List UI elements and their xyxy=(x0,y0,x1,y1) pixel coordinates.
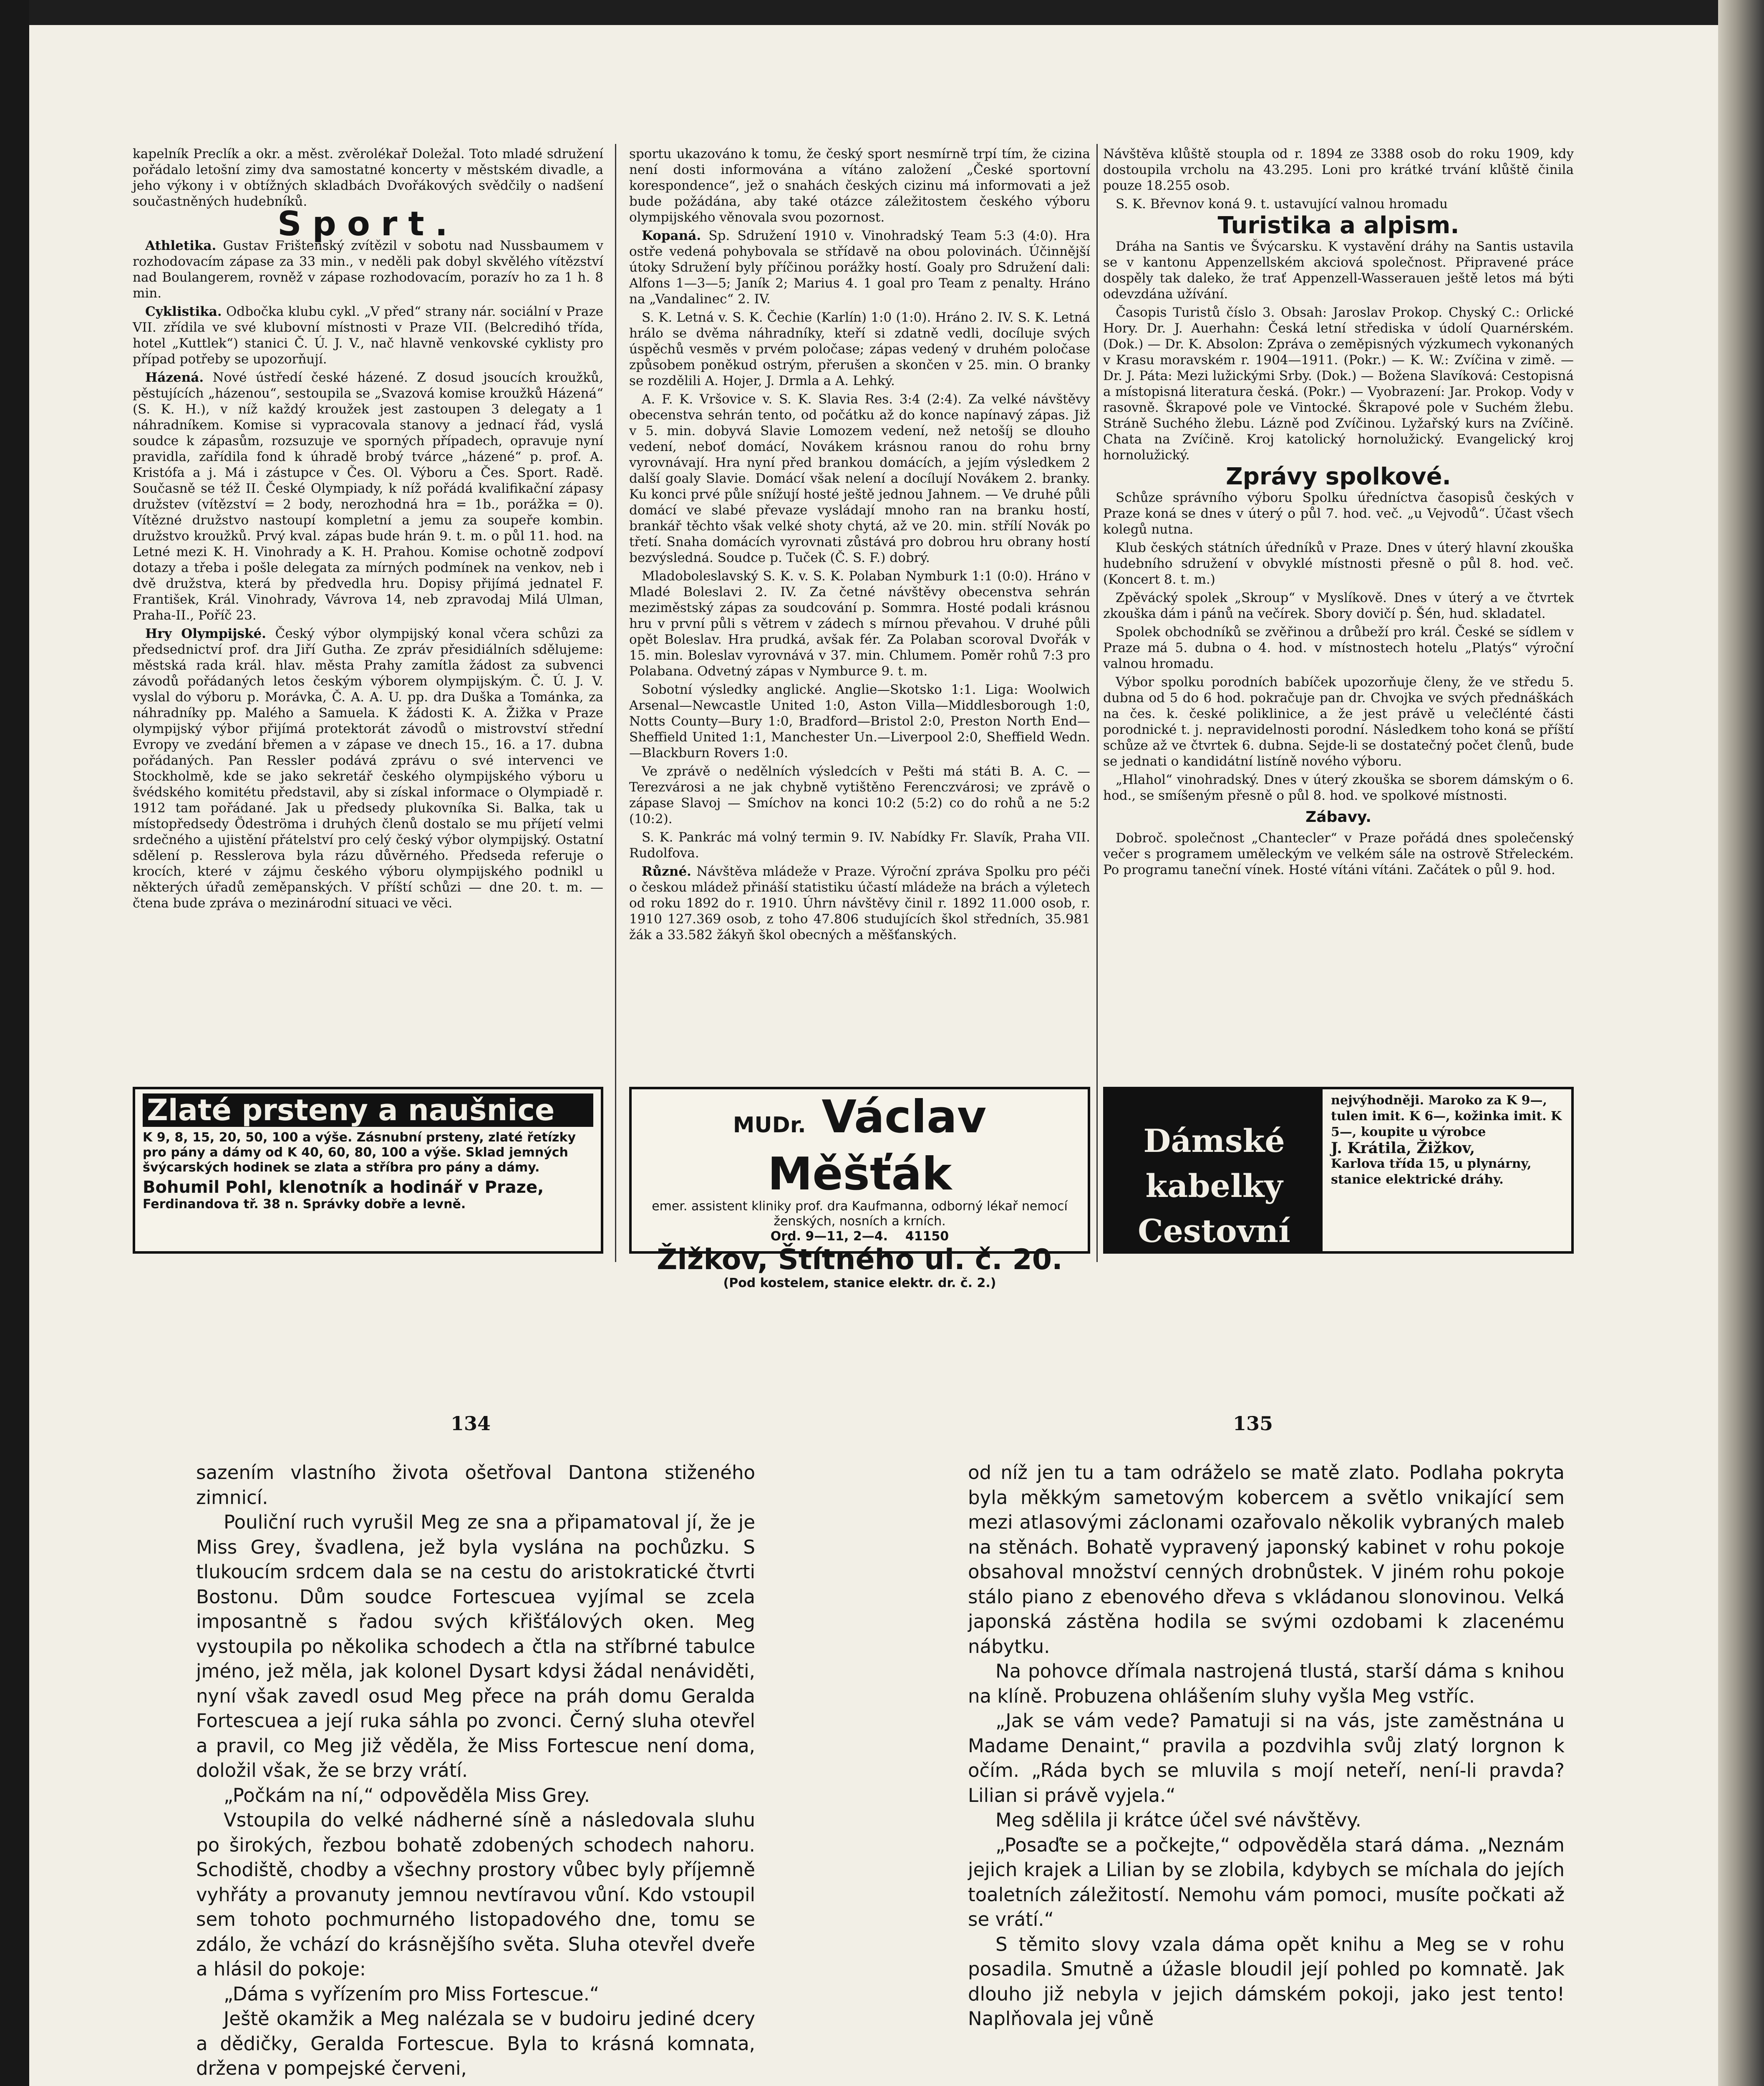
paragraph: Dobroč. společnost „Chantecler“ v Praze pořádá dnes společenský večer s programem uměleckým ve velkém sále na ostrově Střeleckém. Po programu taneční vínek. Hosté vítáni vítáni. Začátek o půl 9. hod. xyxy=(1103,831,1574,877)
page-number-right: 135 xyxy=(1233,1412,1273,1435)
rubric-label: Cyklistika. xyxy=(145,304,222,319)
book-paragraph: Na pohovce dřímala nastrojená tlustá, starší dáma s knihou na klíně. Probuzena ohlášením sluhy vyšla Meg vstříc. xyxy=(968,1660,1565,1707)
paragraph: Sobotní výsledky anglické. Anglie—Skotsko 1:1. Liga: Woolwich Arsenal—Newcastle United 1:0, Aston Villa—Middlesborough 1:0, Notts County—Bury 1:0, Bradford—Bristol 2:0, Preston North End—Sheffield United 1:1, Manchester Un.—Liverpool 2:0, Sheffield Wedn.—Blackburn Rovers 1:0. xyxy=(629,682,1090,761)
paragraph: S. K. Pankrác má volný termin 9. IV. Nabídky Fr. Slavík, Praha VII. Rudolfova. xyxy=(629,830,1090,861)
paragraph: Dráha na Santis ve Švýcarsku. K vystavění dráhy na Santis ustavila se v kantonu Appenzellském akciová společnost. Připravené práce dospěly tak daleko, že trať Appenzell-Wasserauen ještě letos má býti odevzdána užívání. xyxy=(1103,239,1574,302)
scan-border-left xyxy=(0,0,29,2086)
ad-hours xyxy=(638,1229,1081,1244)
advertisement-doctor xyxy=(629,1087,1090,1290)
ad-address: Karlova třída 15, u plynárny, stanice elektrické dráhy. xyxy=(1331,1156,1532,1187)
ad-title-block xyxy=(1106,1089,1323,1295)
paragraph: „Hlahol“ vinohradský. Dnes v úterý zkouška se sborem dámským o 6. hod., se smíšeným přesně o půl 8. hod. ve spolkové místnosti. xyxy=(1103,772,1574,803)
book-paragraph: sazením vlastního života ošetřoval Dantona stiženého zimnicí. xyxy=(196,1461,755,1509)
paragraph-athletics xyxy=(133,238,603,301)
news-column-3 xyxy=(1103,146,1574,880)
paragraph: kapelník Preclík a okr. a měst. zvěrolékař Doležal. Toto mladé sdružení pořádalo letošní zimy dva samostatné koncerty v městském divadle, a jeho výkony i v obtížných skladbách Dvořákových svědčily o nadšení součastněných hudebníků. xyxy=(133,146,603,209)
paragraph: Mladoboleslavský S. K. v. S. K. Polaban Nymburk 1:1 (0:0). Hráno v Mladé Boleslavi 2. IV. Za četné návštěvy obecenstva sehrán meziměstský zápas za soudcování p. Sommra. Hosté podali krásnou hru v první půli s větrem v zádech s mírnou převahou. V druhé půli opět Boleslav. Hra prudká, avšak fér. Za Polaban scoroval Dvořák v 15. min. Boleslav vyrovnává v 37. min. Chlumem. Poměr rohů 7:3 pro Polabana. Odvetný zápas v Nymburce 9. t. m. xyxy=(629,569,1090,679)
paragraph: Spolek obchodníků se zvěřinou a drůbeží pro král. České se sídlem v Praze má 5. dubna o 4. hod. v místnostech hotelu „Platýs“ výroční valnou hromadu. xyxy=(1103,625,1574,671)
paragraph-text: Odbočka klubu cykl. „V před“ strany nár. sociální v Praze VII. zřídila ve své klubovní místnosti v Praze VII. (Belcredihó třída, hotel „Kuttlek“) stanici Č. Ú. J. V., nač hlavně venkovské cyklisty pro případ potřeby se upozorňují. xyxy=(133,304,603,367)
paragraph: sportu ukazováno k tomu, že český sport nesmírně trpí tím, že cizina není dosti informována a vítáno založení „České sportovní korespondence“, jež o snahách českých cizinu má informovati a jež bude požádána, aby také otázce záležitostem českého výboru olympijského věnovala svou pozornost. xyxy=(629,146,1090,225)
ad-title-2: Cestovní brašny xyxy=(1138,1212,1290,1295)
book-paragraph: od níž jen tu a tam odráželo se matě zlato. Podlaha pokryta byla měkkým sametovým kobercem a světlo vnikající sem mezi atlasovými záclonami ozařovalo několik vybraných maleb na stěnách. Bohatě vypravený japonský kabinet v rohu pokoje obsahoval množství cenných drobnůstek. V jiném rohu pokoje stálo piano z ebenového dřeva s vkládanou slonovinou. Velká japonská zástěna hodila se svými ozdobami k zlacenému nábytku. xyxy=(968,1461,1565,1658)
advertisement-handbags xyxy=(1103,1087,1574,1295)
scan-border-right xyxy=(1718,0,1764,2086)
paragraph: Návštěva klůště stoupla od r. 1894 ze 3388 osob do roku 1909, kdy dostoupila vrcholu na 43.295. Loni pro krátké trvání klůště činila pouze 18.255 osob. xyxy=(1103,146,1574,193)
paragraph-text: Český výbor olympijský konal včera schůzi za předsednictví prof. dra Jiří Gutha. Ze zpráv přesidiálních sdělujeme: městská rada král. hlav. města Prahy zamítla žádost za subvenci závodů pořádaných letos českým výborem olympijským. Č. Ú. J. V. vyslal do výboru p. Morávka, Č. A. A. U. pp. dra Duška a Tománka, za náhradníky pp. Malého a Samuela. K žádosti K. A. Žižka v Praze olympijský výbor přijímá protektorát závodů o mistrovství střední Evropy ve zvedání břemen a v zápase ve dnech 15., 16. a 17. dubna pořádaných. Pan Ressler podává zprávu o své intervenci ve Stockholmě, kde se jako sekretář českého olympijského výboru u švédského komitétu představil, aby si získal informace o Olympiadě r. 1912 tam pořádané. Jak u předsedy plukovníka Si. Balka, tak u místopředsedy Ödeströma i druhých členů dostalo se mu příjetí velmi srdečného a ujistění přátelství pro celý český výbor olympijský. Ostatní sdělení p. Resslerova byla rázu důvěrného. Předseda referuje o krocích, které v zájmu českého výboru olympijského podnikl u některých úřadů zeměpanských. V příští schůzi — dne 20. t. m. — čtena bude zpráva o mezinárodní situaci ve věci. xyxy=(133,626,603,911)
rubric-label: Různé. xyxy=(642,864,691,879)
section-heading-entertainment: Zábavy. xyxy=(1305,809,1371,826)
book-paragraph: „Dáma s vyřízením pro Miss Fortescue.“ xyxy=(224,1983,600,2005)
advertisement-jewellery xyxy=(133,1087,603,1254)
ad-number: 41150 xyxy=(905,1229,949,1244)
rubric-label: Athletika. xyxy=(145,238,217,253)
section-heading-tourism: Turistika a alpism. xyxy=(1217,212,1459,239)
news-column-2 xyxy=(629,146,1090,945)
paragraph-misc xyxy=(629,864,1090,943)
ad-firm: Bohumil Pohl, klenotník a hodinář v Praze, xyxy=(143,1178,544,1197)
ad-title: Dámské kabelky xyxy=(1143,1122,1285,1204)
paragraph-text: Návštěva mládeže v Praze. Výroční zpráva Spolku pro péči o českou mládež přináší statistiku účastí mládeže na brách a výletech od roku 1892 do r. 1910. Úhrn návštěvy činil r. 1892 11.000 osob, r. 1910 127.369 osob, z toho 47.806 studujících škol středních, 35.981 žák a 33.582 žákyň škol obecných a měšťanských. xyxy=(629,864,1090,942)
page-number-left: 134 xyxy=(451,1412,491,1435)
paragraph: S. K. Letná v. S. K. Čechie (Karlín) 1:0 (1:0). Hráno 2. IV. S. K. Letná hrálo se dvěma náhradníky, kteří si zdatně vedli, docíluje svých úspěchů vesměs v prvém poločase; zápas vedený v druhém poločase způsobem poněkud ostrým, přerušen a skončen v 25. min. O branky se rozdělili A. Hojer, J. Drmla a A. Lehký. xyxy=(629,310,1090,388)
paragraph-olympic xyxy=(133,626,603,911)
paragraph: Klub českých státních úředníků v Praze. Dnes v úterý hlavní zkouška hudebního sdružení v obvyklé místnosti přesně o půl 8. hod. več. (Koncert 8. t. m.) xyxy=(1103,540,1574,587)
paragraph: S. K. Břevnov koná 9. t. ustavující valnou hromadu xyxy=(1116,197,1448,212)
ad-title xyxy=(638,1093,1081,1199)
ad-title-name: Václav Měšťák xyxy=(767,1091,987,1200)
paragraph: Schůze správního výboru Spolku úředníctva časopisů českých v Praze koná se dnes v úterý o půl 7. hod. več. „u Vejvodů“. Účast všech kolegů nutna. xyxy=(1103,490,1574,537)
paragraph: A. F. K. Vršovice v. S. K. Slavia Res. 3:4 (2:4). Za velké návštěvy obecenstva sehrán tento, od počátku až do konce napínavý zápas. Již v 5. min. dobyvá Slavie Lomozem vedení, než netošíj se dlouho vedení, neboť domácí, Novákem krásnou ranou do rohu brny vyrovnávají. Hra nyní před brankou domácích, a jejím výsledkem 2 další goaly Slavie. Domácí však nelení a docílují Novákem 2. branky. Ku konci prvé půle snížují hosté ještě jednou Jahnem. — Ve druhé půli domácí ve slabé převaze vysládají mnoho ran na branku hostí, brankář těchto však velké shoty chytá, až ve 20. min. střílí Novák po třetí. Snaha domácích vyrovnati zůstává pro dobrou hru obrany hostí bezvýsledná. Soudce p. Tuček (Č. S. F.) dobrý. xyxy=(629,392,1090,565)
paragraph-cycling xyxy=(133,304,603,367)
rubric-label: Kopaná. xyxy=(642,228,701,243)
book-paragraph: „Počkám na ní,“ odpověděla Miss Grey. xyxy=(224,1784,590,1806)
ad-text: nejvýhodněji. Maroko za K 9—, tulen imit. K 6—, kožinka imit. K 5—, koupite u výrobce xyxy=(1331,1093,1562,1139)
ad-address: Ferdinandova tř. 38 n. Správky dobře a levně. xyxy=(143,1197,466,1212)
ad-note: (Pod kostelem, stanice elektr. dr. č. 2.) xyxy=(723,1276,996,1290)
ad-firm: J. Krátila, Žižkov, xyxy=(1331,1139,1475,1157)
scan-border-top xyxy=(0,0,1764,25)
rubric-label: Házená. xyxy=(145,370,204,385)
paragraph-hazena xyxy=(133,370,603,623)
news-column-1 xyxy=(133,146,603,914)
ad-text: K 9, 8, 15, 20, 50, 100 a výše. Zásnubní prsteny, zlaté řetízky pro pány a dámy od K 40, 60, 80, 100 a výše. Sklad jemných švýcarských hodinek se zlata a stříbra pro pány a dámy. xyxy=(143,1130,576,1175)
rubric-label: Hry Olympijské. xyxy=(145,626,266,641)
section-heading-club-news: Zprávy spolkové. xyxy=(1226,463,1451,490)
paragraph: Zpěvácký spolek „Skroup“ v Myslíkově. Dnes v úterý a ve čtvrtek zkouška dám i pánů na večírek. Sbory dovičí p. Šén, hud. skladatel. xyxy=(1103,590,1574,621)
book-page-left xyxy=(196,1460,755,2081)
ad-text: emer. assistent kliniky prof. dra Kaufmanna, odborný lékař nemocí ženských, nosních a krních. xyxy=(652,1199,1068,1229)
book-paragraph: Vstoupila do velké nádherné síně a následovala sluhu po širokých, řezbou bohatě zdobených schodech nahoru. Schodiště, chodby a všechny prostory vůbec byly příjemně vyhřáty a provanuty jemnou nevtíravou vůní. Kdo vstoupil sem tohoto pochmurného listopadového dne, tomu se zdálo, že vchází do krásnějšího světa. Sluha otevřel dveře a hlásil do pokoje: xyxy=(196,1809,755,1980)
ad-title-prefix: MUDr. xyxy=(733,1113,806,1138)
book-paragraph: S těmito slovy vzala dáma opět knihu a Meg se v rohu posadila. Smutně a úžasle bloudil její pohled po komnatě. Jak dlouho již nebyla v jejich dámském pokoji, jako jest tento! Naplňovala jej vůně xyxy=(968,1933,1565,2030)
paragraph-text: Sp. Sdružení 1910 v. Vinohradský Team 5:3 (4:0). Hra ostře vedená pohybovala se střídavě na obou polovinách. Účinnější útoky Sdružení byly příčinou porážky hostí. Goaly pro Sdružení dali: Alfons 1—3—5; Janík 2; Marius 4. 1 goal pro Team z penalty. Hráno na „Vandalinec“ 2. IV. xyxy=(629,228,1090,307)
book-paragraph: „Jak se vám vede? Pamatuji si na vás, jste zaměstnána u Madame Denaint,“ pravila a pozdvihla svůj zlatý lorgnon k očím. „Ráda bych se mluvila s mojí neteří, není-li pravda? Lilian si právě vyjela.“ xyxy=(968,1710,1565,1806)
paragraph: Výbor spolku porodních babíček upozorňuje členy, že ve středu 5. dubna od 5 do 6 hod. pokračuje pan dr. Chvojka ve svých přednáškách na čes. k. české poliklinice, a že jest právě u velečlénté části porodnické t. j. nepravidelnosti porodní. Následkem toho koná se příští schůze až ve čtvrtek 6. dubna. Sejde-li se dostatečný počet členů, bude se jednati o kandidátní listíně nového výboru. xyxy=(1103,675,1574,769)
paragraph-football xyxy=(629,228,1090,307)
ad-text-block xyxy=(1331,1093,1565,1188)
ad-title: Zlaté prsteny a naušnice xyxy=(143,1093,593,1127)
section-heading-sport: Sport. xyxy=(277,204,459,243)
paragraph: Časopis Turistů číslo 3. Obsah: Jaroslav Prokop. Chyský C.: Orlické Hory. Dr. J. Auerhahn: Česká letní střediska v údolí Quarnérském. (Dok.) — Dr. K. Absolon: Zpráva o zeměpisných výzkumech vykonaných v Krasu moravském r. 1904—1911. (Pokr.) — K. W.: Zvíčina v zimě. — Dr. J. Páta: Mezi lužickými Srby. (Dok.) — Božena Slavíková: Cestopisná a místopisná literatura česká. (Pokr.) — Vyobrazení: Jar. Prokop. Vody v rasovně. Škrapové pole ve Vintocké. Škrapové pole v Suchém žlebu. Stráně Suchého žlebu. Lázně pod Zvíčinou. Lyžařský kurs na Zvíčině. Chata na Zvíčině. Kroj katolický hornolužický. Evangelický kroj hornolužický. xyxy=(1103,305,1574,463)
paragraph-text: Nové ústředí české házené. Z dosud jsoucích kroužků, pěstujících „házenou“, sestoupila se „Svazová komise kroužků Házená“ (S. K. H.), v níž každý kroužek jest zastoupen 3 delegaty a 1 náhradníkem. Komise si vypracovala stanovy a jednací řád, vyslá soudce k zápasům, rozsuzuje ve sporných případech, opravuje nyní pravidla, zařídila fond k úhradě brobý tvárce „házené“ p. prof. A. Kristófa a j. Má i zástupce v Čes. Ol. Výboru a Čes. Sport. Radě. Současně se též II. České Olympiady, k níž pořádá kvalifikační zápasy družstev (vítězství = 2 body, nerozhodná hra = 1b., porážka = 0). Vítězné družstvo nastoupí kompletní a jemu za soupeře kombin. družstvo kroužků. Prvý kval. zápas bude hrán 9. t. m. o půl 11. hod. na Letné mezi K. H. Vinohrady a K. H. Prahou. Komise ochotně zodpoví dotazy a třeba i pošle delegata za mírných podmínek na venkov, neb i dvě družstva, která by předvedla hru. Dopisy přijímá jednatel F. František, Král. Vinohrady, Vávrova 14, neb zpravodaj Milá Ulman, Praha-II., Poříč 23. xyxy=(133,370,603,623)
book-paragraph: Pouliční ruch vyrušil Meg ze sna a připamatoval jí, že je Miss Grey, švadlena, jež byla vyslána na pochůzku. S tlukoucím srdcem dala se na cestu do aristokratické čtvrti Bostonu. Dům soudce Fortescuea vyjímal se zcela imposantně s řadou svých křišťálových oken. Meg vystoupila po několika schodech a čtla na stříbrné tabulce jméno, jež měla, jak kolonel Dysart kdysi žádal nenáviděti, nyní však zavedl osud Meg přece na práh domu Geralda Fortescuea a její ruka sáhla po zvonci. Černý sluha otevřel a pravil, co Meg již věděla, že Miss Fortescue není doma, doložil však, že se brzy vrátí. xyxy=(196,1511,755,1781)
book-paragraph: „Posaďte se a počkejte,“ odpověděla stará dáma. „Neznám jejich krajek a Lilian by se zlobila, kdybych se míchala do jejích toaletních záležitostí. Nemohu vám pomoci, musíte počkati až se vrátí.“ xyxy=(968,1834,1565,1930)
ad-hours-text: Ord. 9—11, 2—4. xyxy=(770,1229,888,1244)
paragraph: Ve zprávě o nedělních výsledcích v Pešti má státi B. A. C. — Terezvárosi a ne jak chybně vytištěno Ferenczvárosi; ve zprávě o zápase Slavoj — Smíchov na konci 10:2 (5:2) co do rohů a ne 5:2 (10:2). xyxy=(629,764,1090,826)
column-rule xyxy=(615,144,616,1262)
book-paragraph: Meg sdělila ji krátce účel své návštěvy. xyxy=(995,1809,1361,1831)
paragraph-text: Gustav Frištenský zvítězil v sobotu nad Nussbaumem v rozhodovacím zápase za 33 min., v neděli pak dobyl skvělého vítězství nad Boulangerem, rovněž v zápase rozhodovacím, porazív ho za 1 h. 8 min. xyxy=(133,238,604,301)
ad-address: Žižkov, Štítného ul. č. 20. xyxy=(657,1243,1063,1276)
book-page-right xyxy=(968,1460,1565,2031)
book-paragraph: Ještě okamžik a Meg nalézala se v budoiru jediné dcery a dědičky, Geralda Fortescue. Byla to krásná komnata, držena v pompejské červeni, xyxy=(196,2008,755,2079)
column-rule xyxy=(1096,144,1098,1262)
